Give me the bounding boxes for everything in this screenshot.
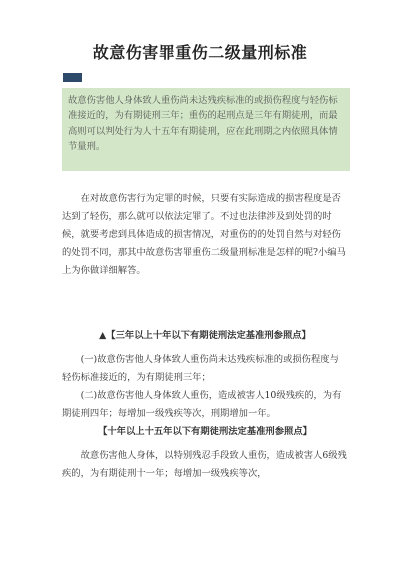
summary-box: 故意伤害他人身体致人重伤尚未达残疾标准的或损伤程度与轻伤标准接近的，为有期徒刑三年；重伤的起刑点是三年有期徒刑，而最高则可以判处行为人十五年有期徒刑，应在此刑期之内依照具体情节量刑。 xyxy=(62,88,350,171)
section1-item1: (一)故意伤害他人身体致人重伤尚未达残疾标准的或损伤程度与轻伤标准接近的，为有期徒刑三年； xyxy=(62,354,339,383)
section1-item2: (二)故意伤害他人身体致人重伤，造成被害人10级残疾的，为有期徒刑四年；每增加一级残疾等次，刑期增加一年。 xyxy=(62,390,342,419)
sentencing-list xyxy=(62,327,348,483)
section2-item1: 故意伤害他人身体，以特别残忍手段致人重伤，造成被害人6级残疾的，为有期徒刑十一年；每增加一级残疾等次， xyxy=(62,450,347,479)
intro-section xyxy=(62,190,348,280)
section-marker xyxy=(63,73,82,82)
intro-paragraph: 在对故意伤害行为定罪的时候，只要有实际造成的损害程度是否达到了轻伤，那么就可以依法定罪了。不过也法律涉及到处罚的时候，就要考虑到具体造成的损害情况，对重伤的的处罚自然与对轻伤的处罚不同，那其中故意伤害罪重伤二级量刑标准是怎样的呢?小编马上为你做详细解答。 xyxy=(62,193,346,276)
section2-heading: 【十年以上十五年以下有期徒刑法定基准刑参照点】 xyxy=(98,426,312,437)
page-title: 故意伤害罪重伤二级量刑标准 xyxy=(92,43,308,62)
section1-heading: ▲【三年以上十年以下有期徒刑法定基准刑参照点】 xyxy=(99,330,311,341)
